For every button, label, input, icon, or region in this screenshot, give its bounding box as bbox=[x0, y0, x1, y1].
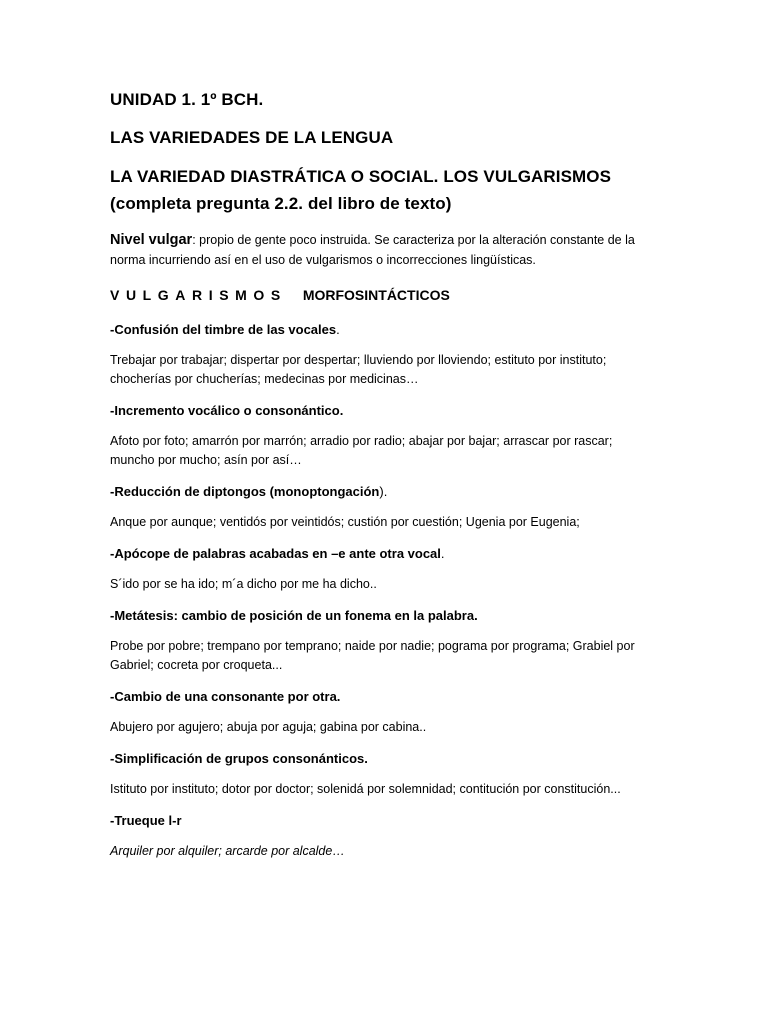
vulgarismos-word: VULGARISMOS bbox=[110, 287, 287, 303]
item-examples: Afoto por foto; amarrón por marrón; arradio por radio; abajar por bajar; arrascar por rascar; muncho por mucho; asín por así… bbox=[110, 434, 613, 467]
vulgarismos-heading bbox=[110, 284, 655, 306]
item-title: -Trueque l-r bbox=[110, 813, 182, 828]
intro-text: : propio de gente poco instruida. Se caracteriza por la alteración constante de la norma incurriendo así en el uso de vulgarismos o incorrecciones lingüísticas. bbox=[110, 233, 635, 267]
item-examples: Probe por pobre; trempano por temprano; naide por nadie; pograma por programa; Grabiel por Gabriel; cocreta por croqueta... bbox=[110, 639, 635, 672]
morfosintacticos-word: MORFOSINTÁCTICOS bbox=[302, 287, 450, 303]
item-examples: Istituto por instituto; dotor por doctor; solenidá por solemnidad; contitución por constitución... bbox=[110, 782, 621, 796]
item-title: -Confusión del timbre de las vocales. bbox=[110, 322, 340, 337]
item-title: -Apócope de palabras acabadas en –e ante otra vocal. bbox=[110, 546, 445, 561]
item-examples: Trebajar por trabajar; dispertar por despertar; lluviendo por lloviendo; estituto por instituto; chocherías por chucherías; medecinas por medicinas… bbox=[110, 353, 607, 386]
document-page bbox=[110, 88, 655, 873]
item-title: -Reducción de diptongos (monoptongación). bbox=[110, 484, 388, 499]
section-heading bbox=[110, 163, 655, 217]
unit-heading: UNIDAD 1. 1º BCH. bbox=[110, 90, 264, 109]
item-title: -Cambio de una consonante por otra. bbox=[110, 689, 341, 704]
section-heading-line-2: (completa pregunta 2.2. del libro de texto) bbox=[110, 194, 452, 213]
item-examples: Anque por aunque; ventidós por veintidós; custión por cuestión; Ugenia por Eugenia; bbox=[110, 515, 580, 529]
item-title: -Metátesis: cambio de posición de un fonema en la palabra. bbox=[110, 608, 478, 623]
section-heading-line-1: LA VARIEDAD DIASTRÁTICA O SOCIAL. LOS VULGARISMOS bbox=[110, 167, 612, 186]
intro-lead: Nivel vulgar bbox=[110, 232, 193, 248]
topic-heading: LAS VARIEDADES DE LA LENGUA bbox=[110, 128, 394, 147]
intro-paragraph bbox=[110, 230, 655, 270]
item-examples: Arquiler por alquiler; arcarde por alcalde… bbox=[110, 844, 345, 858]
item-examples: Abujero por agujero; abuja por aguja; gabina por cabina.. bbox=[110, 720, 427, 734]
item-title: -Simplificación de grupos consonánticos. bbox=[110, 751, 368, 766]
item-examples: S´ido por se ha ido; m´a dicho por me ha dicho.. bbox=[110, 577, 377, 591]
item-title: -Incremento vocálico o consonántico. bbox=[110, 403, 344, 418]
